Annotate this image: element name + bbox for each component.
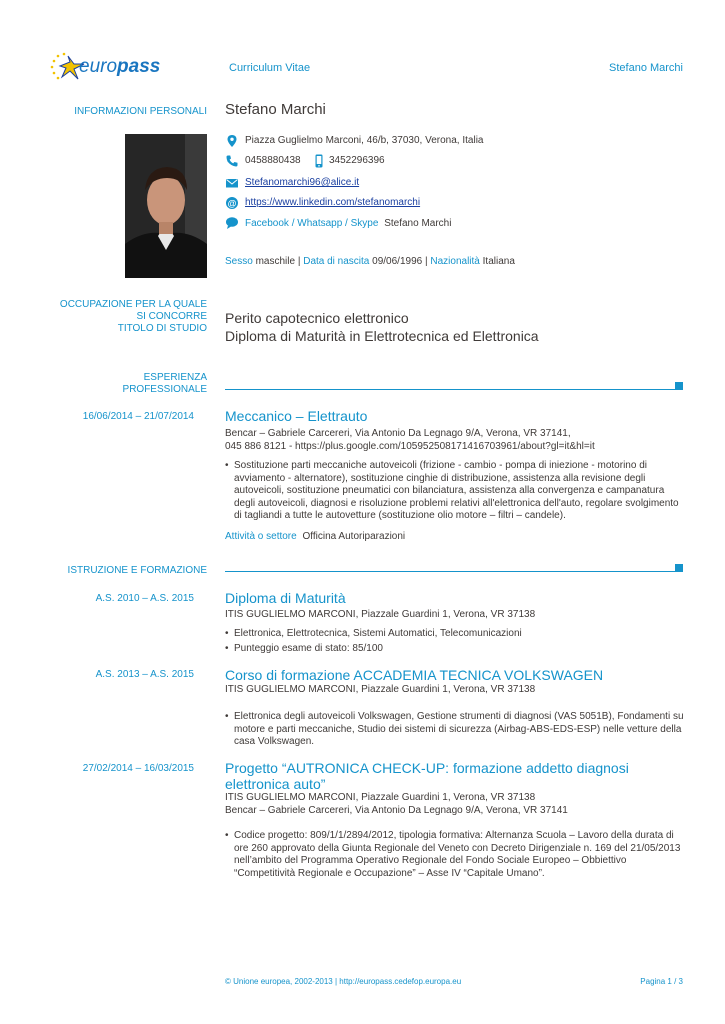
experience-sector	[225, 531, 687, 544]
section-divider	[225, 389, 678, 390]
section-label-experience	[123, 372, 207, 396]
im-line	[245, 218, 451, 230]
occupation-value	[225, 309, 539, 345]
experience-title: Meccanico – Elettrauto	[225, 408, 368, 424]
nationality-value: Italiana	[482, 256, 515, 267]
sector-label: Attività o settore	[225, 531, 297, 542]
email-link[interactable]: Stefanomarchi96@alice.it	[245, 177, 360, 188]
education-bullets	[225, 711, 687, 749]
education-dates: 27/02/2014 – 16/03/2015	[82, 763, 194, 774]
separator: |	[425, 256, 428, 267]
list-item: • Elettronica, Elettrotecnica, Sistemi Automatici, Telecomunicazioni	[225, 628, 687, 641]
list-item: • Sostituzione parti meccaniche autoveicoli (frizione - cambio - pompa di iniezione - motorino di avviamento - alternatore), sostituzione cinghie di distribuzione, assistenza alla revisione degli autoveicoli, sostituzione pneumatici con bilanciatura, assistenza alla convergenza e campanatura degli autoveicoli, diagnosi e risoluzione problemi relativi all'elettronica dell'auto, regolare svolgimento di tagliandi a tutte le autovetture (sostituzione olio motore – filtri – candele).	[225, 460, 687, 523]
occupation-label-line2: SI CONCORRE	[136, 311, 207, 322]
employer-line2: 045 886 8121 - https://plus.google.com/105952508171416703961/about?gl=it&hl=it	[225, 440, 595, 452]
list-item: • Codice progetto: 809/1/1/2894/2012, tipologia formativa: Alternanza Scuola – Lavoro della durata di ore 260 approvato della Giunta Regionale del Veneto con Decreto Dirigenziale n. 169 del 21/05/2013 nell’ambito del Programma Operativo Regionale del Fondo Sociale Europeo – Obbiettivo “Competitività Regionale e Occupazione” – Asse IV “Capitale Umano”.	[225, 830, 687, 880]
footer-page-number: Pagina 1 / 3	[640, 977, 683, 986]
person-name: Stefano Marchi	[225, 101, 326, 118]
sex-value: maschile	[255, 256, 296, 267]
education-dates: A.S. 2010 – A.S. 2015	[95, 593, 194, 604]
europass-logo	[48, 52, 161, 82]
education-title: Diploma di Maturità	[225, 590, 346, 606]
logo-text-pass: pass	[117, 56, 161, 77]
im-label: Facebook / Whatsapp / Skype	[245, 218, 379, 229]
experience-dates: 16/06/2014 – 21/07/2014	[82, 411, 194, 422]
list-item: • Punteggio esame di stato: 85/100	[225, 643, 687, 656]
education-dates: A.S. 2013 – A.S. 2015	[95, 669, 194, 680]
list-item: • Elettronica degli autoveicoli Volkswagen, Gestione strumenti di diagnosi (VAS 5051B), Fondamenti su motore e parti meccaniche, Studio dei sistemi di sicurezza (Airbag-ABS-EDS-ESP) nelle vetture della casa Volkswagen.	[225, 711, 687, 749]
chat-icon	[225, 216, 239, 230]
dob-label: Data di nascita	[303, 256, 370, 267]
separator: |	[297, 256, 301, 267]
education-title: Progetto “AUTRONICA CHECK-UP: formazione addetto diagnosi elettronica auto”	[225, 760, 629, 792]
header-name: Stefano Marchi	[609, 62, 683, 74]
svg-text:@: @	[227, 198, 237, 209]
occupation-label-line1: OCCUPAZIONE PER LA QUALE	[59, 299, 207, 310]
education-org	[225, 792, 687, 817]
education-bullets	[225, 628, 687, 655]
experience-employer	[225, 428, 687, 453]
sector-value: Officina Autoriparazioni	[302, 531, 406, 542]
im-value: Stefano Marchi	[384, 218, 452, 229]
section-label-personal: INFORMAZIONI PERSONALI	[74, 106, 207, 117]
experience-bullets	[225, 460, 687, 523]
section-label-education: ISTRUZIONE E FORMAZIONE	[67, 565, 207, 576]
phone-icon	[225, 154, 239, 168]
occupation-label	[60, 299, 207, 335]
profile-photo	[125, 134, 207, 278]
mobile-icon	[313, 154, 325, 168]
email-icon	[225, 176, 239, 190]
dob-value: 09/06/1996	[372, 256, 423, 267]
phone-text: 0458880438	[245, 155, 301, 166]
education-org: ITIS GUGLIELMO MARCONI, Piazzale Guardini 1, Verona, VR 37138	[225, 609, 536, 620]
personal-details-line	[225, 256, 515, 268]
education-bullets	[225, 830, 687, 880]
experience-label-line2: PROFESSIONALE	[122, 384, 207, 395]
org-line1: ITIS GUGLIELMO MARCONI, Piazzale Guardini 1, Verona, VR 37138	[225, 792, 536, 803]
footer-copyright: © Unione europea, 2002-2013 | http://europass.cedefop.europa.eu	[225, 977, 462, 986]
website-icon	[225, 196, 239, 210]
employer-line1: Bencar – Gabriele Carcereri, Via Antonio Da Legnago 9/A, Verona, VR 37141,	[225, 428, 571, 439]
address-text: Piazza Guglielmo Marconi, 46/b, 37030, Verona, Italia	[245, 135, 484, 146]
occupation-value-line2: Diploma di Maturità in Elettrotecnica ed Elettronica	[225, 328, 539, 344]
website-link[interactable]: https://www.linkedin.com/stefanomarchi	[245, 197, 421, 208]
section-divider-marker	[675, 564, 683, 572]
section-divider	[225, 571, 678, 572]
experience-label-line1: ESPERIENZA	[143, 372, 207, 383]
education-org: ITIS GUGLIELMO MARCONI, Piazzale Guardini 1, Verona, VR 37138	[225, 684, 536, 695]
location-icon	[225, 134, 239, 148]
occupation-label-line3: TITOLO DI STUDIO	[117, 323, 207, 334]
education-title: Corso di formazione ACCADEMIA TECNICA VOLKSWAGEN	[225, 667, 604, 683]
occupation-value-line1: Perito capotecnico elettronico	[225, 310, 409, 326]
sex-label: Sesso	[225, 256, 253, 267]
mobile-text: 3452296396	[329, 155, 385, 166]
section-divider-marker	[675, 382, 683, 390]
nationality-label: Nazionalità	[430, 256, 480, 267]
logo-text-euro: euro	[79, 56, 118, 77]
org-line2: Bencar – Gabriele Carcereri, Via Antonio Da Legnago 9/A, Verona, VR 37141	[225, 804, 568, 816]
document-title: Curriculum Vitae	[229, 62, 311, 74]
